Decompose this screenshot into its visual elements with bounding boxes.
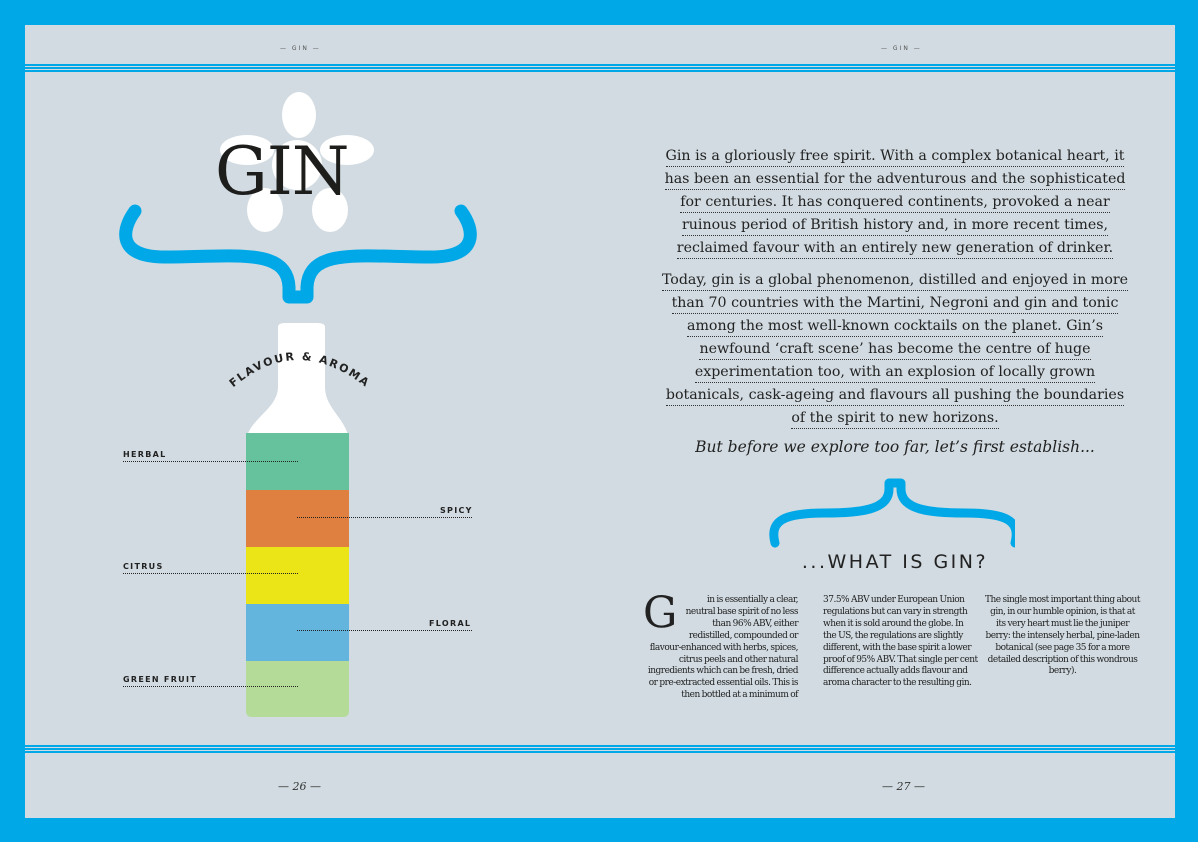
leader-herbal [123,461,298,462]
flavour-band-citrus [246,547,349,604]
flavour-aroma-arc-label: FLAVOUR & AROMA [226,349,373,391]
section-heading: ...WHAT IS GIN? [801,551,989,573]
brace-icon [126,211,471,297]
bottle-top-icon [246,323,349,443]
intro-text [655,145,1135,439]
gin-title: GIN [215,133,349,210]
section-brace-icon [765,475,1015,555]
flavour-label-herbal: HERBAL [123,450,167,459]
flavour-label-floral: FLORAL [429,619,472,628]
page-number-left: — 26 — [278,780,321,793]
leader-spicy [297,517,472,518]
body-column-1: G in is essentially a clear, neutral base spirit of no less than 96% ABV, either redistilled, compounded or flavour-enhanced with herbs, spices, citrus peels and other natural ingredients which can be fresh, dried or pre-extracted essential oils. This is then bottled at a minimum of [643,588,798,701]
page-number-right: — 27 — [882,780,925,793]
running-head-right: — GIN — [881,45,922,52]
flavour-band-floral [246,604,349,661]
leader-citrus [123,573,298,574]
flavour-label-citrus: CITRUS [123,562,164,571]
flavour-label-spicy: SPICY [440,506,473,515]
body-column-3: The single most important thing about gin, in our humble opinion, is that at its very heart must lie the juniper berry: the intensely herbal, pine-laden botanical (see page 35 for a more detailed description of this wondrous berry). [985,595,1140,677]
flavour-band-spicy [246,490,349,547]
book-spread [25,25,1175,818]
lead-in-italic: But before we explore too far, let’s first establish... [695,438,1095,456]
running-head-left: — GIN — [280,45,321,52]
flavour-band-green-fruit [246,661,349,717]
drop-cap: G [643,588,677,638]
intro-paragraph-1: Gin is a gloriously free spirit. With a complex botanical heart, it has been an essential for the adventurous and the sophisticated for centuries. It has conquered continents, provoked a near ruinous period of British history and, in more recent times, reclaimed favour with an entirely new generation of drinker. [655,145,1135,260]
gin-illustration [25,25,600,725]
leader-green-fruit [123,686,298,687]
leader-floral [297,630,472,631]
body-column-2: 37.5% ABV under European Union regulations but can vary in strength when it is sold around the globe. In the US, the regulations are slightly different, with the base spirit a lower proof of 95% ABV. That single per cent difference actually adds flavour and aroma character to the resulting gin. [823,595,978,689]
bottom-rule [25,745,1175,757]
flavour-label-green-fruit: GREEN FRUIT [123,675,197,684]
intro-paragraph-2: Today, gin is a global phenomenon, distilled and enjoyed in more than 70 countries with the Martini, Negroni and gin and tonic among the most well-known cocktails on the planet. Gin’s newfound ‘craft scene’ has become the centre of huge experimentation too, with an explosion of locally grown botanicals, cask-ageing and flavours all pushing the boundaries of the spirit to new horizons. [655,269,1135,430]
